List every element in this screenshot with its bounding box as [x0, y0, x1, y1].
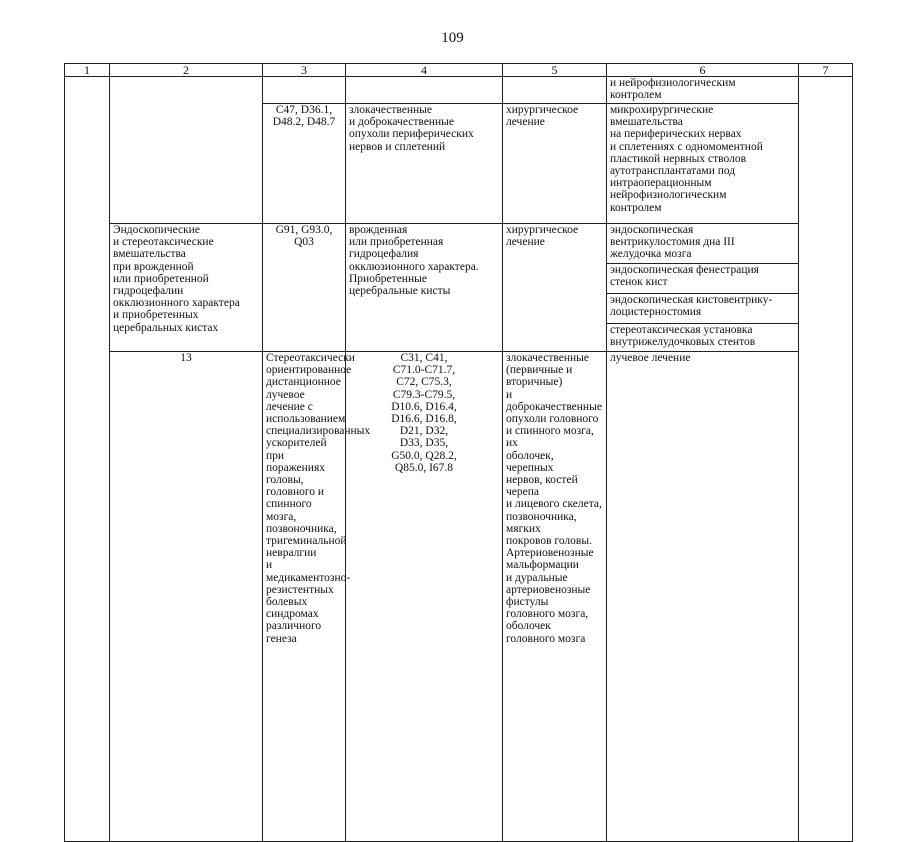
page-number: 109	[441, 30, 464, 46]
icd-codes-cell: C31, C41, C71.0-C71.7, C72, C75.3, C79.3-C79.5, D10.6, D16.4, D16.6, D16.8, D21, D32, D33, D35, G50.0, Q28.2, Q85.0, I67.8	[346, 352, 503, 842]
treatment-type-cell	[503, 77, 607, 104]
norm-cost-cell	[799, 77, 853, 842]
table-row	[65, 77, 853, 104]
column-header-7: 7	[799, 64, 853, 77]
icd-codes-cell	[263, 77, 346, 104]
row-number-cell	[65, 77, 110, 842]
icd-codes-cell: C47, D36.1, D48.2, D48.7	[263, 104, 346, 224]
treatment-method-cell: эндоскопическая фенестрация стенок кист	[607, 264, 799, 294]
treatment-type-cell: лучевое лечение	[607, 352, 799, 842]
table-row	[65, 224, 853, 264]
column-header-5: 5	[503, 64, 607, 77]
treatment-method-cell: эндоскопическая вентрикулостомия дна III желудочка мозга	[607, 224, 799, 264]
row-number-cell: 13	[110, 352, 263, 842]
column-header-row	[65, 64, 853, 77]
treatment-method-cell: микрохирургические вмешательства на периферических нервах и сплетениях с одномоментной пластикой нервных стволов аутотрансплантатами под интраоперационным нейрофизиологическим контролем	[607, 104, 799, 224]
patient-model-cell: врожденная или приобретенная гидроцефалия окклюзионного характера. Приобретенные церебральные кисты	[346, 224, 503, 352]
patient-model-cell: злокачественные и доброкачественные опухоли периферических нервов и сплетений	[346, 104, 503, 224]
column-header-6: 6	[607, 64, 799, 77]
treatment-method-cell: и нейрофизиологическим контролем	[607, 77, 799, 104]
icd-codes-cell: G91, G93.0, Q03	[263, 224, 346, 352]
vmp-name-cell	[110, 77, 263, 224]
column-header-1: 1	[65, 64, 110, 77]
column-header-2: 2	[110, 64, 263, 77]
table-row	[65, 352, 853, 658]
patient-model-cell	[346, 77, 503, 104]
treatment-method-cell: эндоскопическая кистовентрику- лоцистерностомия	[607, 294, 799, 324]
column-header-3: 3	[263, 64, 346, 77]
regulation-table	[64, 63, 853, 842]
treatment-type-cell: хирургическое лечение	[503, 224, 607, 352]
treatment-method-cell: стереотаксическая установка внутрижелудочковых стентов	[607, 324, 799, 352]
vmp-name-cell: Стереотаксически ориентированное дистанционное лучевое лечение с использованием специализированных ускорителей при поражениях головы, головного и спинного мозга, позвоночника, тригеминальной невралгии и медикаментозно- резистентных болевых синдромах различного генеза	[263, 352, 346, 842]
treatment-type-cell: хирургическое лечение	[503, 104, 607, 224]
vmp-name-cell: Эндоскопические и стереотаксические вмешательства при врожденной или приобретенной гидроцефалии окклюзионного характера и приобретенных церебральных кистах	[110, 224, 263, 352]
column-header-4: 4	[346, 64, 503, 77]
patient-model-cell: злокачественные (первичные и вторичные) и доброкачественные опухоли головного и спинного мозга, их оболочек, черепных нервов, костей черепа и лицевого скелета, позвоночника, мягких покровов головы. Артериовенозные мальформации и дуральные артериовенозные фистулы головного мозга, оболочек головного мозга	[503, 352, 607, 842]
